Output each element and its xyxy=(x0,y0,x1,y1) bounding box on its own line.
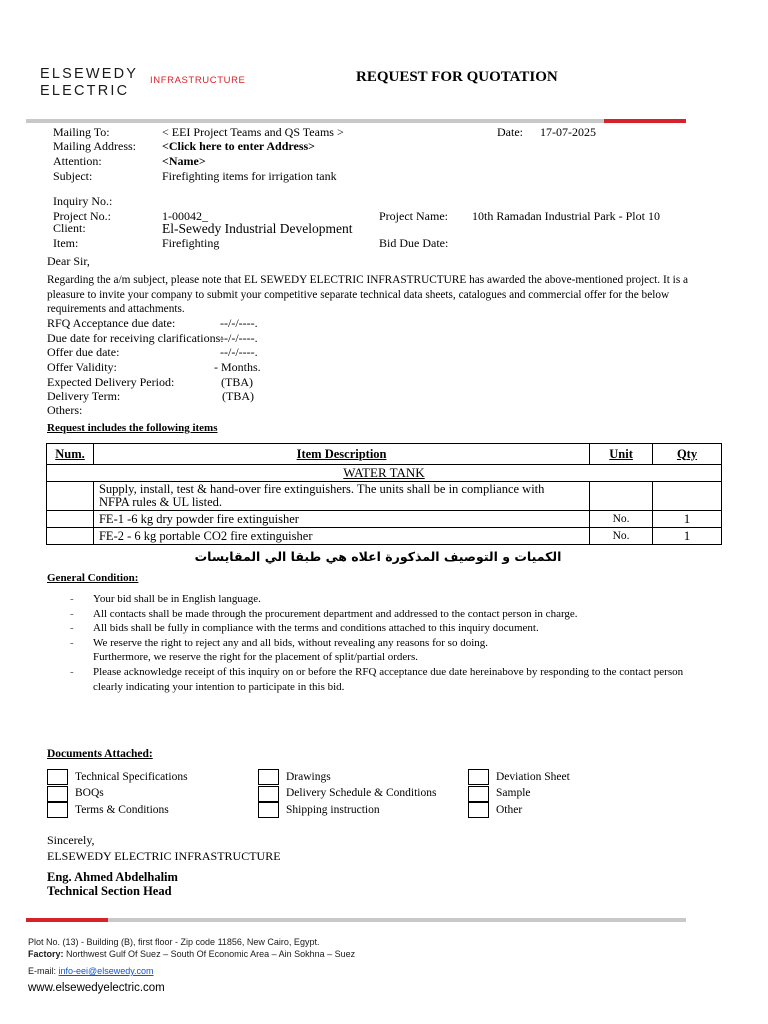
list-item: - All contacts shall be made through the procurement department and addressed to the contact person in charge. xyxy=(70,607,578,620)
doc-label: Other xyxy=(496,803,523,816)
doc-label: Drawings xyxy=(286,771,331,783)
mailing-to-value: < EEI Project Teams and QS Teams > xyxy=(162,125,344,139)
condition-text: Your bid shall be in English language. xyxy=(93,593,261,605)
checkbox[interactable] xyxy=(258,802,279,818)
attention-field[interactable]: <Name> xyxy=(162,154,206,168)
checkbox[interactable] xyxy=(258,786,279,802)
footer-website[interactable]: www.elsewedyelectric.com xyxy=(28,982,165,994)
mailing-to-label: Mailing To: xyxy=(53,125,110,139)
doc-label: Deviation Sheet xyxy=(496,771,570,783)
address-label: Mailing Address: xyxy=(53,139,136,153)
condition-text: Furthermore, we reserve the right for the placement of split/partial orders. xyxy=(93,651,418,664)
footer-factory xyxy=(28,948,355,960)
list-item: - Please acknowledge receipt of this inquiry on or before the RFQ acceptance due date hereinabove by responding to the contact person xyxy=(70,665,684,678)
offer-due-value: --/-/----. xyxy=(220,345,258,359)
item-description: FE-2 - 6 kg portable CO2 fire extinguisher xyxy=(93,528,589,545)
conditions-heading: General Condition: xyxy=(47,572,139,584)
doc-label: BOQs xyxy=(75,787,104,800)
documents-heading: Documents Attached: xyxy=(47,748,153,760)
item-value: Firefighting xyxy=(162,236,220,250)
doc-label: Technical Specifications xyxy=(75,771,188,783)
item-qty: 1 xyxy=(653,511,722,528)
delivery-term-label: Delivery Term: xyxy=(47,389,121,403)
item-description: FE-1 -6 kg dry powder fire extinguisher xyxy=(93,511,589,528)
footer-address: Plot No. (13) - Building (B), first floor - Zip code 11856, New Cairo, Egypt. xyxy=(28,937,320,947)
section-row xyxy=(47,465,722,482)
section-title: WATER TANK xyxy=(343,465,425,480)
salutation: Dear Sir, xyxy=(47,254,90,268)
doc-option-shipping[interactable] xyxy=(258,802,436,818)
arabic-note: الكميات و التوصيف المذكورة اعلاه هي طبقا الي المقايسات xyxy=(194,549,562,564)
condition-text: All bids shall be fully in compliance with the terms and conditions attached to this inquiry document. xyxy=(93,622,539,635)
address-field[interactable]: <Click here to enter Address> xyxy=(162,139,315,153)
client-value: El-Sewedy Industrial Development xyxy=(162,221,353,236)
header-rule-red xyxy=(604,119,686,123)
offer-validity-label: Offer Validity: xyxy=(47,360,117,374)
items-table xyxy=(46,443,722,545)
checkbox[interactable] xyxy=(47,802,68,818)
offer-validity-value: - Months. xyxy=(214,360,261,374)
item-unit: No. xyxy=(590,528,653,545)
list-item-continuation xyxy=(70,650,730,665)
logo-line-2: ELECTRIC xyxy=(40,83,130,99)
factory-address: Northwest Gulf Of Suez – South Of Economic Area – Ain Sokhna – Suez xyxy=(66,949,356,959)
logo-tagline: INFRASTRUCTURE xyxy=(150,75,246,86)
signatory-role: Technical Section Head xyxy=(47,884,172,898)
list-item: - All bids shall be fully in compliance with the terms and conditions attached to this inquiry document. xyxy=(70,622,539,635)
date-label: Date: xyxy=(497,125,523,139)
intro-description-line-1: Supply, install, test & hand-over fire extinguishers. The units shall be in compliance with xyxy=(98,482,545,496)
project-no-label: Project No.: xyxy=(53,209,111,223)
delivery-term-value: (TBA) xyxy=(222,389,254,403)
table-row xyxy=(47,511,722,528)
company-logo xyxy=(40,66,138,99)
signature-company: ELSEWEDY ELECTRIC INFRASTRUCTURE xyxy=(47,849,281,863)
list-item: - We reserve the right to reject any and all bids, without revealing any reasons for so doing. xyxy=(70,636,488,649)
doc-option-delivery-schedule[interactable] xyxy=(258,785,436,801)
clarification-due-label: Due date for receiving clarifications: xyxy=(47,331,224,345)
others-label: Others: xyxy=(47,403,83,417)
checkbox[interactable] xyxy=(47,786,68,802)
bid-due-label: Bid Due Date: xyxy=(379,236,449,250)
document-title: REQUEST FOR QUOTATION xyxy=(356,69,558,85)
checkbox[interactable] xyxy=(468,769,489,785)
email-label: E-mail: xyxy=(28,966,57,976)
checkbox[interactable] xyxy=(47,769,68,785)
doc-option-other[interactable] xyxy=(468,802,570,818)
project-name-value: 10th Ramadan Industrial Park - Plot 10 xyxy=(472,209,660,223)
item-qty: 1 xyxy=(653,528,722,545)
list-item: - Your bid shall be in English language. xyxy=(70,593,261,605)
project-name-label: Project Name: xyxy=(379,209,448,223)
checkbox[interactable] xyxy=(258,769,279,785)
intro-line-3: requirements and attachments. xyxy=(47,303,185,315)
col-header-qty: Qty xyxy=(653,444,722,465)
item-label: Item: xyxy=(53,236,79,250)
subject-label: Subject: xyxy=(53,169,93,183)
col-header-description: Item Description xyxy=(93,444,589,465)
condition-text: We reserve the right to reject any and all bids, without revealing any reasons for so doing. xyxy=(93,636,488,649)
factory-label: Factory: xyxy=(28,949,64,959)
inquiry-label: Inquiry No.: xyxy=(53,194,113,208)
intro-line-2: pleasure to invite your company to submit your competitive separate technical data sheets, catalogues and commercial offer for the below xyxy=(47,289,670,301)
date-value: 17-07-2025 xyxy=(540,125,596,139)
footer-rule-gray xyxy=(108,918,686,922)
footer-rule-red xyxy=(26,918,108,922)
email-link[interactable]: info-eei@elsewedy.com xyxy=(58,966,154,976)
table-row xyxy=(47,482,722,511)
request-heading: Request includes the following items xyxy=(47,422,218,434)
rfq-acceptance-label: RFQ Acceptance due date: xyxy=(47,316,176,330)
doc-label: Delivery Schedule & Conditions xyxy=(286,787,437,800)
header-rule-gray xyxy=(26,119,604,123)
doc-option-technical-specs[interactable] xyxy=(47,769,188,785)
doc-label: Sample xyxy=(496,787,531,800)
intro-description xyxy=(93,482,589,511)
doc-label: Shipping instruction xyxy=(286,803,380,816)
clarification-due-value: --/-/----. xyxy=(220,331,258,345)
intro-description-line-2: NFPA rules & UL listed. xyxy=(98,495,223,509)
condition-text: All contacts shall be made through the procurement department and addressed to the contact person in charge. xyxy=(93,607,578,620)
col-header-unit: Unit xyxy=(590,444,653,465)
subject-value: Firefighting items for irrigation tank xyxy=(162,169,337,183)
conditions-list xyxy=(70,592,730,694)
doc-option-drawings[interactable] xyxy=(258,769,436,785)
table-row xyxy=(47,528,722,545)
condition-text: clearly indicating your intention to participate in this bid. xyxy=(93,680,345,693)
documents-col-1 xyxy=(47,769,188,818)
client-label: Client: xyxy=(53,221,86,235)
closing: Sincerely, xyxy=(47,833,95,847)
doc-option-deviation-sheet[interactable] xyxy=(468,769,570,785)
item-unit: No. xyxy=(590,511,653,528)
col-header-num: Num. xyxy=(47,444,94,465)
project-no-value: 1-00042_ xyxy=(162,209,208,223)
list-item-continuation xyxy=(70,680,730,695)
signatory-name: Eng. Ahmed Abdelhalim xyxy=(47,870,178,884)
doc-option-sample[interactable] xyxy=(468,785,570,801)
rfq-acceptance-value: --/-/----. xyxy=(220,316,258,330)
attention-label: Attention: xyxy=(53,154,102,168)
documents-col-2 xyxy=(258,769,436,818)
logo-line-1: ELSEWEDY xyxy=(40,66,139,82)
doc-option-boqs[interactable] xyxy=(47,785,188,801)
delivery-period-value: (TBA) xyxy=(221,375,253,389)
checkbox[interactable] xyxy=(468,786,489,802)
intro-line-1: Regarding the a/m subject, please note that EL SEWEDY ELECTRIC INFRASTRUCTURE has awarded the above-mentioned project. It is a xyxy=(47,274,689,286)
checkbox[interactable] xyxy=(468,802,489,818)
offer-due-label: Offer due date: xyxy=(47,345,120,359)
footer-email xyxy=(28,965,154,977)
condition-text: Please acknowledge receipt of this inquiry on or before the RFQ acceptance due date hereinabove by responding to the contact person xyxy=(93,665,684,678)
documents-col-3 xyxy=(468,769,570,818)
delivery-period-label: Expected Delivery Period: xyxy=(47,375,175,389)
doc-label: Terms & Conditions xyxy=(75,803,169,816)
doc-option-terms[interactable] xyxy=(47,802,188,818)
table-header-row xyxy=(47,444,722,465)
